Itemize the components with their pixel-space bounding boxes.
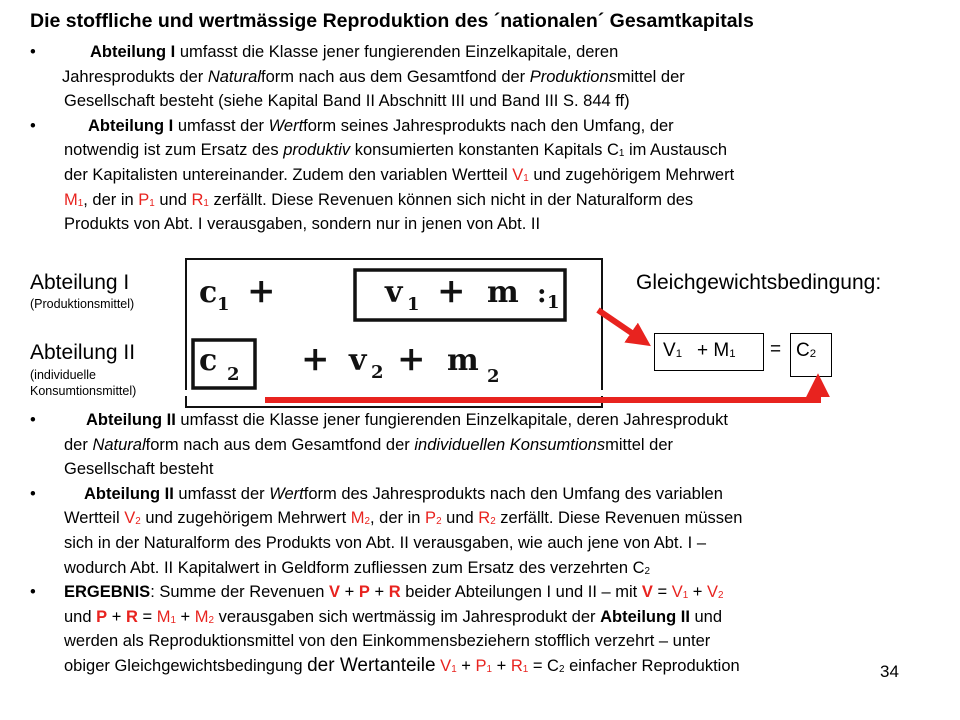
text-run: , der in — [370, 509, 426, 528]
text-run: P — [425, 509, 437, 528]
text-run: Natural — [207, 67, 262, 86]
dept2-label: Abteilung II — [30, 341, 136, 364]
text-run: umfasst die Klasse jener fungierenden Einzelkapitale, deren — [175, 43, 619, 61]
balance-condition-label: Gleichgewichtsbedingung: — [636, 271, 882, 294]
text-run: 1 — [618, 148, 625, 160]
paragraph-line — [84, 482, 723, 507]
text-run: wodurch Abt. II Kapitalwert in Geldform zufliessen zum Ersatz des verzehrten C — [64, 558, 645, 577]
text-run: 2 — [208, 614, 214, 626]
text-run: werden als Reproduktionsmittel von den Einkommensbeziehern stofflich verzehrt – unter — [64, 632, 711, 651]
text-run: 1 — [170, 614, 176, 626]
scan-m1-sub: 1 — [547, 292, 560, 313]
text-run: und — [689, 607, 723, 626]
scan-c2: c — [199, 343, 218, 378]
paragraph-line — [64, 654, 740, 682]
eq-v-sub: 1 — [675, 348, 683, 361]
scan-colon: : — [537, 279, 547, 309]
eq-plus-m: + M — [697, 340, 730, 361]
paragraph-line — [64, 506, 742, 534]
text-run: produktiv — [283, 141, 351, 160]
text-run: Abteilung I — [90, 43, 176, 61]
eq-equals: = — [770, 339, 782, 360]
text-run: Abteilung I — [88, 116, 174, 135]
text-run: V — [641, 583, 653, 602]
text-run: konsumierten konstanten Kapitals C — [350, 141, 619, 160]
text-run: obiger Gleichgewichtsbedingung — [64, 657, 308, 675]
text-run: P — [475, 657, 487, 675]
text-run: 1 — [486, 663, 493, 675]
scan-c1-sub: 1 — [217, 294, 230, 315]
text-run: 2 — [436, 516, 442, 528]
text-run: mittel der — [605, 435, 673, 454]
text-run: R — [478, 509, 491, 528]
scan-c2-sub: 2 — [227, 364, 240, 385]
text-run: und — [64, 607, 97, 626]
text-run: zerfällt. Diese Revenuen müssen — [495, 509, 743, 528]
bullet-marker: • — [30, 43, 36, 61]
text-run: R — [388, 583, 401, 602]
text-run: R — [191, 190, 204, 209]
bullet-marker: • — [30, 583, 36, 602]
text-run: M — [350, 509, 365, 528]
dept1-sublabel: (Produktionsmittel) — [30, 297, 135, 311]
paragraph-line — [64, 457, 214, 482]
text-run: V — [707, 583, 719, 602]
text-run: 1 — [203, 197, 209, 209]
scan-m1: m — [487, 275, 519, 310]
paragraph-line — [64, 605, 722, 633]
paragraph-line — [86, 408, 728, 433]
paragraph-line — [64, 531, 706, 556]
arrow-dept1-to-equation — [598, 310, 642, 340]
text-run: 2 — [558, 663, 565, 675]
text-run: 2 — [644, 565, 650, 577]
text-run: ERGEBNIS — [64, 583, 151, 602]
text-run: Abteilung II — [84, 484, 174, 503]
text-run: Wert — [268, 116, 304, 135]
dept1-label: Abteilung I — [30, 271, 130, 294]
text-run: P — [96, 607, 108, 626]
text-run: umfasst der — [173, 484, 270, 503]
scan-plus-2: + — [437, 271, 466, 311]
text-run: 1 — [451, 663, 457, 675]
dept2-sublabel-1: (individuelle — [30, 368, 97, 382]
text-run: 2 — [490, 516, 496, 528]
text-run: V — [671, 583, 683, 602]
text-run: V — [440, 657, 452, 675]
text-run: im Austausch — [624, 141, 728, 160]
text-run: umfasst der — [173, 116, 269, 135]
scan-v2-sub: 2 — [371, 362, 384, 383]
text-run: form des Jahresprodukts nach den Umfang des variablen — [303, 484, 723, 503]
dept2-sublabel-2: Konsumtionsmittel) — [30, 384, 137, 398]
eq-c: C — [796, 340, 810, 361]
text-run: + — [175, 607, 195, 626]
text-run: und — [441, 509, 479, 528]
text-run: umfasst die Klasse jener fungierenden Einzelkapitale, deren Jahresprodukt — [175, 411, 728, 429]
text-run: der Kapitalisten untereinander. Zudem den variablen Wertteil — [64, 166, 513, 184]
text-run: + — [369, 583, 389, 602]
text-run: 1 — [682, 590, 689, 602]
bullet-marker: • — [30, 484, 36, 503]
paragraph-line — [64, 556, 650, 584]
text-run: P — [358, 583, 370, 602]
text-run: R — [125, 607, 138, 626]
text-run: und — [154, 190, 192, 209]
text-run: V — [329, 583, 341, 602]
arrow-dept2-to-c2 — [265, 384, 818, 400]
text-run: = — [652, 583, 672, 602]
bullet-marker: • — [30, 411, 36, 429]
scan-m2-sub: 2 — [487, 366, 500, 387]
paragraph-line — [64, 629, 710, 654]
text-run: Abteilung II — [600, 607, 690, 626]
scan-plus-4: + — [397, 339, 426, 379]
text-run: verausgaben sich wertmässig im Jahresprodukt der — [214, 607, 601, 626]
text-run: , der in — [83, 190, 139, 209]
scan-c1: c — [199, 275, 218, 310]
text-run: Gesellschaft besteht (siehe Kapital Band II Abschnitt III und Band III S. 844 ff) — [64, 92, 630, 111]
text-run: der — [64, 435, 93, 454]
text-run: + — [456, 657, 476, 675]
text-run: Gesellschaft besteht — [64, 460, 214, 479]
text-run: V — [512, 166, 524, 184]
eq-v: V — [663, 340, 676, 361]
text-run: mittel der — [616, 67, 685, 86]
text-run: P — [138, 190, 150, 209]
eq-c-sub: 2 — [809, 348, 817, 361]
text-run: 2 — [718, 590, 724, 602]
scan-v1-sub: 1 — [407, 294, 420, 315]
text-run: Wert — [269, 484, 304, 503]
text-run: Wertteil — [64, 509, 125, 528]
text-run: sich in der Naturalform des Produkts von Abt. II verausgaben, wie auch jene von Abt. I – — [64, 534, 707, 552]
text-run: 1 — [77, 197, 84, 209]
scan-v1: v — [385, 275, 403, 310]
text-run: 1 — [523, 172, 529, 184]
bullet-marker: • — [30, 116, 36, 135]
text-run: M — [194, 607, 209, 626]
text-run: = C — [528, 657, 559, 675]
text-run: M — [156, 607, 171, 626]
text-run: 2 — [364, 516, 371, 528]
text-run: Produktions — [529, 67, 617, 86]
text-run: : Summe der Revenuen — [150, 583, 330, 602]
text-run: R — [510, 657, 523, 675]
scan-plus-3: + — [301, 339, 330, 379]
text-run: = — [137, 607, 157, 626]
text-run: 2 — [135, 516, 141, 528]
text-run: Jahresprodukts der — [62, 67, 208, 86]
text-run: individuellen Konsumtions — [414, 435, 606, 454]
text-run: der Wertanteile — [307, 655, 436, 676]
text-run: M — [64, 190, 78, 209]
text-run: einfacher Reproduktion — [564, 657, 740, 675]
page-title: Die stoffliche und wertmässige Reproduktion des ´nationalen´ Gesamtkapitals — [30, 10, 754, 32]
scan-plus-1: + — [247, 271, 276, 311]
text-run: + — [340, 583, 359, 602]
text-run: form seines Jahresprodukts nach den Umfang, der — [303, 116, 674, 135]
text-run: form nach aus dem Gesamtfond der — [261, 67, 530, 86]
text-run: 1 — [149, 197, 155, 209]
text-run: notwendig ist zum Ersatz des — [64, 141, 284, 160]
paragraph-line — [64, 433, 673, 458]
text-run: + — [492, 657, 511, 675]
text-run: Natural — [92, 435, 146, 454]
text-run: beider Abteilungen I und II – mit — [400, 583, 642, 602]
paragraph-line — [64, 580, 724, 608]
text-run: zerfällt. Diese Revenuen können sich nicht in der Naturalform des — [208, 190, 694, 209]
text-run: und zugehörigem Mehrwert — [140, 509, 351, 528]
text-run: form nach aus dem Gesamtfond der — [145, 435, 415, 454]
scan-m2: m — [447, 343, 479, 378]
text-run: + — [107, 607, 126, 626]
scan-v2: v — [349, 343, 367, 378]
text-run: und zugehörigem Mehrwert — [528, 166, 735, 184]
text-run: + — [688, 583, 708, 602]
eq-m-sub: 1 — [729, 348, 736, 361]
text-run: 1 — [522, 663, 529, 675]
text-run: Produkts von Abt. I verausgaben, sondern nur in jenen von Abt. II — [64, 215, 541, 234]
text-run: Abteilung II — [86, 411, 176, 429]
text-run: V — [124, 509, 136, 528]
page-number: 34 — [880, 662, 899, 681]
